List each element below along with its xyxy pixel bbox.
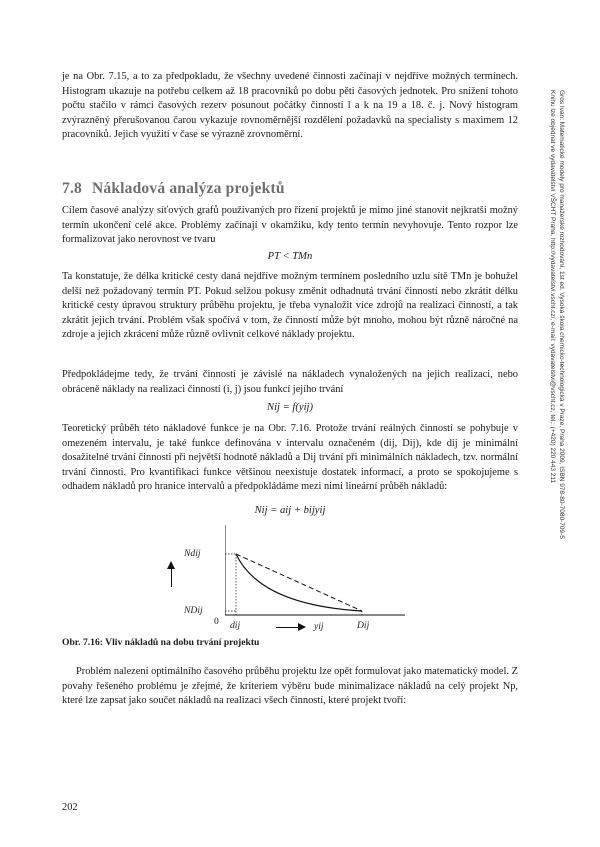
section-title: Nákladová analýza projektů xyxy=(91,180,285,197)
x-label-D: Dij xyxy=(357,620,370,631)
y-axis-arrow-shaft xyxy=(171,567,172,587)
y-label-bottom: NDij xyxy=(184,605,203,616)
x-axis-arrow-shaft xyxy=(276,627,298,628)
paragraph-4: Teoretický průběh této nákladové funkce je na Obr. 7.16. Protože trvání reálných činností se pohybuje v omezeném intervalu, je také funkce definována v intervalu označeném (dij, Dij), kde dij je minimální dosažitelné trvání činnosti při největší hodnotě nákladů a Dij trvání při minimálních nákladech, tzv. normální trvání činnosti. Pro kvantifikaci funkce většinou neexistuje dostatek informací, a proto se spokojujeme s odhadem nákladů pro hranice intervalů a předpokládáme mezi nimi lineární průběh nákladů: xyxy=(62,423,518,493)
formula-cost-function: Nij = f(yij) xyxy=(267,402,313,413)
page-number: 202 xyxy=(62,802,78,813)
paragraph-5: Problém nalezení optimálního časového průběhu projektu lze opět formulovat jako matematický model. Z povahy řešeného problému je zřejmé, že kriteriem výběru bude minimalizace nákladů na celý projekt Np, které lze zapsat jako součet nákladů na realizaci všech činností, které projekt tvoří: xyxy=(62,666,518,707)
x-label-y: yij xyxy=(314,621,324,632)
paragraph-2: Ta konstatuje, že délka kritické cesty daná nejdříve možným termínem posledního uzlu sítě TMn je bohužel delší než požadovaný termín PT. Pokud selžou pokusy změnit odhadnutá trvání činností nebo zkrátit délku kritické cesty úpravou struktury průběhu projektu, je třeba vynaložit více zdrojů na realizaci činností, a tak zkrátit jejich trvání. Problém však spočívá v tom, že činností může být mnoho, mohou být různě náročné na zdroje a jejich zkrácení může různě ovlivnit celkové náklady projektu. xyxy=(62,271,518,341)
side-note-line-1: Gros Ivan: Matematické modely pro manažerské rozhodování, 1st ed. Vysoká škola chemicko-technologická v Praze, Praha 2009, ISBN 978-80-7080-709-5 xyxy=(558,90,565,539)
up-arrow-icon xyxy=(167,561,175,569)
intro-paragraph: je na Obr. 7.15, a to za předpokladu, že všechny uvedené činnosti začínají v nejdříve možných termínech. Histogram ukazuje na potřebu celkem až 18 pracovníků po dobu pěti časových jednotek. Pro snížení tohoto počtu stačilo v rámci časových rezerv posunout počátky činností l a k na 19 a 18. č. j. Nový histogram zvýrazněný přerušovanou čarou vykazuje rovnoměrnější rozdělení požadavků na specialisty s maximem 12 pracovníků. Jejich využití v čase se výrazně zrovnoměrní. xyxy=(62,71,518,141)
paragraph-3: Předpokládejme tedy, že trvání činností je závislé na nákladech vynaložených na jejich realizaci, nebo obráceně náklady na realizaci činností (i, j) jsou funkcí jejího trvání xyxy=(62,369,518,395)
section-heading xyxy=(62,180,518,198)
side-note-line-2: Knihu lze objednat ve vydavatelství VŠCHT Praha, http://vydavatelstvi.vscht.cz/, e-mail: vydavatelstvi@vscht.cz, tel.: (+420) 220 443 211 xyxy=(548,90,556,484)
cost-duration-figure xyxy=(225,525,405,635)
y-label-top: Ndij xyxy=(184,548,201,559)
x-label-d: dij xyxy=(230,620,241,631)
paragraph-1: Cílem časové analýzy síťových grafů používaných pro řízení projektů je mimo jiné stanovit nejkratší možný termín ukončení celé akce. Problémy začínají v okamžiku, kdy tento termín nevyhovuje. Tento rozpor lze formalizovat jako nerovnost ve tvaru xyxy=(62,205,518,246)
origin-label: 0 xyxy=(214,616,219,627)
right-arrow-icon xyxy=(298,623,306,631)
section-number: 7.8 xyxy=(62,180,82,197)
linear-approximation xyxy=(236,554,362,611)
formula-linear-cost: Nij = aij + bijyij xyxy=(254,505,326,516)
formula-pt-tm: PT < TMn xyxy=(267,251,313,262)
side-note xyxy=(542,90,566,835)
figure-caption: Obr. 7.16: Vliv nákladů na dobu trvání projektu xyxy=(62,637,260,648)
